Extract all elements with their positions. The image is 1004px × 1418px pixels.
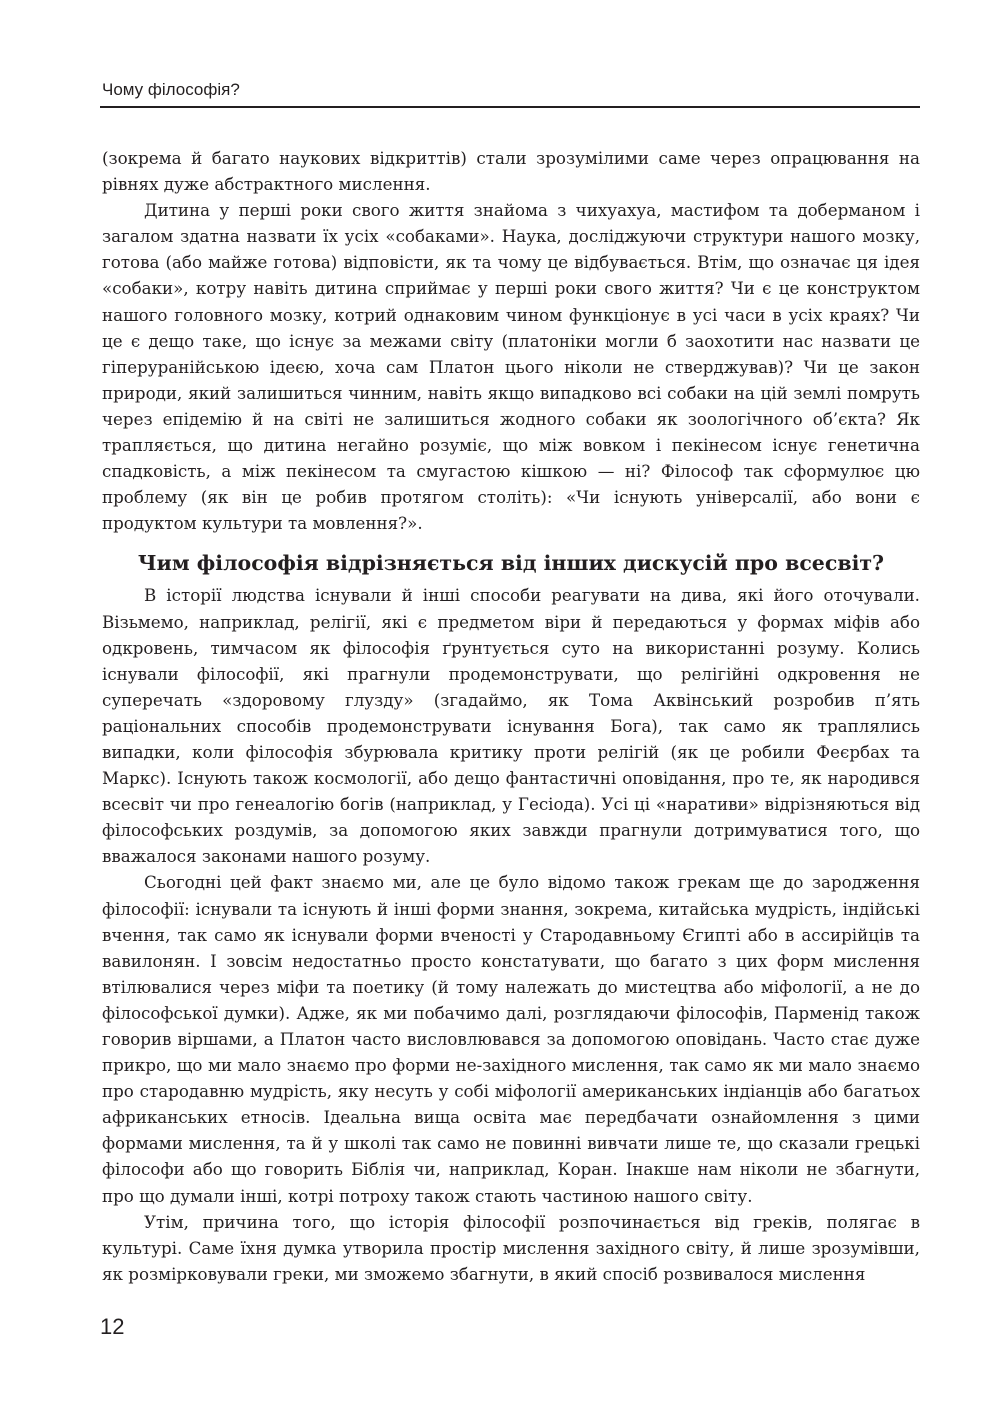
- body-paragraph: В історії людства існували й інші способи реагувати на дива, які його оточували. Візьмемо, наприклад, релігії, які є предметом віри й передаються у формах міфів або одкровень, тимчасом як філософія ґрунтується суто на використанні розуму. Колись існували філософії, які прагнули продемонструвати, що релігійні одкровення не суперечать «здоровому глузду» (згадаймо, як Тома Аквінський розробив п’ять раціональних способів продемонструвати існування Бога), так само як траплялись випадки, коли філософія збурювала критику проти релігій (як це робили Феєрбах та Маркс). Існують також космології, або дещо фантастичні оповідання, про те, як народився всесвіт чи про генеалогію богів (наприклад, у Гесіода). Усі ці «наративи» відрізняються від філософських роздумів, за допомогою яких завжди прагнули дотримуватися того, що вважалося законами нашого розуму.: [102, 585, 920, 867]
- running-header: [102, 78, 920, 102]
- body-paragraph: Дитина у перші роки свого життя знайома з чихуахуа, мастифом та доберманом і загалом здатна назвати їх усіх «собаками». Наука, досліджуючи структури нашого мозку, готова (або майже готова) відповісти, як та чому це відбувається. Втім, що означає ця ідея «собаки», котру навіть дитина сприймає у перші роки свого життя? Чи є це конструктом нашого головного мозку, котрий однаковим чином функціонує в усі часи в усіх краях? Чи це є дещо таке, що існує за межами світу (платоніки могли б заохотити нас назвати це гіперуранійською ідеєю, хоча сам Платон цього ніколи не стверджував)? Чи це закон природи, який залишиться чинним, навіть якщо випадково всі собаки на цій землі помруть через епідемію й на світі не залишиться жодного собаки як зоологічного об’єкта? Як трапляється, що дитина негайно розуміє, що між вовком і пекінесом існує генетична спадковість, а між пекінесом та смугастою кішкою — ні? Філософ так сформулює цю проблему (як він це робив протягом століть): «Чи існують універсалії, або вони є продуктом культури та мовлення?».: [102, 200, 920, 534]
- body-paragraph: (зокрема й багато наукових відкриттів) стали зрозумілими саме через опрацювання на рівнях дуже абстрактного мислення.: [102, 148, 920, 195]
- page-body: [102, 145, 920, 1287]
- section-heading: Чим філософія відрізняється від інших дискусій про всесвіт?: [137, 551, 885, 576]
- body-paragraph: Утім, причина того, що історія філософії розпочинається від греків, полягає в культурі. Саме їхня думка утворила простір мислення західного світу, й лише зрозумівши, як розмірковували греки, ми зможемо збагнути, в який спосіб розвивалося мислення: [102, 1211, 920, 1284]
- running-title: Чому філософія?: [102, 80, 240, 99]
- page-number: 12: [100, 1314, 125, 1339]
- header-divider: [100, 106, 920, 108]
- body-paragraph: Сьогодні цей факт знаємо ми, але це було відомо також грекам ще до зародження філософії: існували та існують й інші форми знання, зокрема, китайська мудрість, індійські вчення, так само як існували форми вченості у Стародавньому Єгипті або в ассирійців та вавилонян. І зовсім недостатньо просто констатувати, що багато з цих форм мислення втілювалися через міфи та поетику (й тому належать до мистецтва або міфології, а не до філософської думки). Адже, як ми побачимо далі, розглядаючи філософів, Парменід також говорив віршами, а Платон часто висловлювався за допомогою оповідань. Часто стає дуже прикро, що ми мало знаємо про форми не-західного мислення, так само як ми мало знаємо про стародавню мудрість, яку несуть у собі міфології американських індіанців або багатьох африканських етносів. Ідеальна вища освіта має передбачати ознайомлення з цими формами мислення, та й у школі так само не повинні вивчати лише те, що сказали грецькі філософи або що говорить Біблія чи, наприклад, Коран. Інакше нам ніколи не збагнути, про що думали інші, котрі потроху також стають частиною нашого світу.: [102, 872, 920, 1206]
